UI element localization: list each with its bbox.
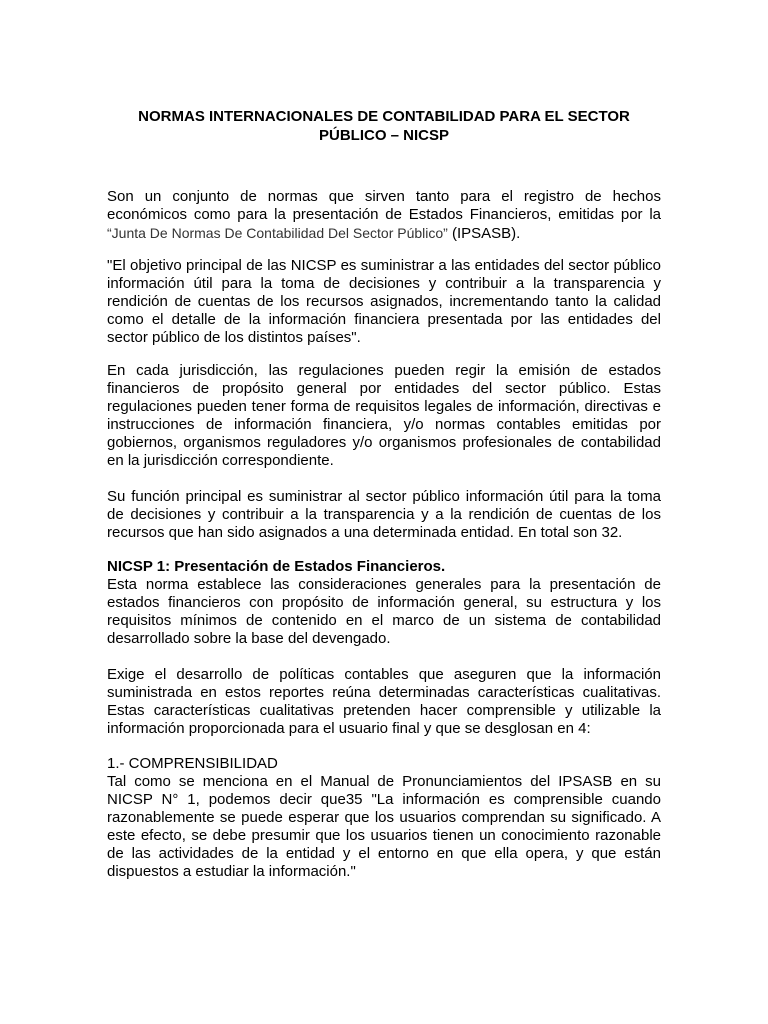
comprensibilidad-section [107,755,661,881]
objective-paragraph [107,257,661,347]
text-line: recursos que han sido asignados a una determinada entidad. En total son 32. [107,524,623,541]
text-line: económicos como para la presentación de Estados Financieros, emitidas por la [107,206,661,223]
text-line: en la jurisdicción correspondiente. [107,452,334,469]
text-line: requisitos mínimos de contenido en el marco de un sistema de contabilidad [107,612,661,629]
text-line: Exige el desarrollo de políticas contables que aseguren que la información [107,666,661,683]
intro-paragraph [107,188,661,243]
document-title [107,107,661,145]
text-line: estados financieros con propósito de información general, su estructura y los [107,594,661,611]
text-line: información útil para la toma de decisiones y contribuir a la transparencia y [107,275,661,292]
text-line: regulaciones pueden tener forma de requisitos legales de información, directivas e [107,398,661,415]
text-line: Estas características cualitativas pretenden hacer comprensible y utilizable la [107,702,661,719]
text-line: Son un conjunto de normas que sirven tanto para el registro de hechos [107,188,661,205]
text-line: rendición de cuentas de los recursos asignados, incrementando tanto la calidad [107,293,661,310]
text-line: NICSP N° 1, podemos decir que35 "La información es comprensible cuando [107,791,661,808]
text-line: instrucciones de información financiera, y/o normas contables emitidas por [107,416,661,433]
text-line: este efecto, se debe presumir que los usuarios tienen un conocimiento razonable [107,827,661,844]
text-line: gobiernos, organismos reguladores y/o organismos profesionales de contabilidad [107,434,661,451]
text-line: información proporcionada para el usuario final y que se desglosan en 4: [107,720,591,737]
policies-paragraph [107,666,661,738]
text-line: En cada jurisdicción, las regulaciones pueden regir la emisión de estados [107,362,661,379]
section-heading: NICSP 1: Presentación de Estados Financieros. [107,558,446,575]
text-line: sector público de los distintos países". [107,329,361,346]
text-line: desarrollado sobre la base del devengado. [107,630,391,647]
text-line: "El objetivo principal de las NICSP es suministrar a las entidades del sector público [107,257,661,274]
text-line: como el detalle de la información financiera presentada por las entidades del [107,311,661,328]
text-line: financieros de propósito general por entidades del sector público. Estas [107,380,661,397]
text-line: dispuestos a estudiar la información." [107,863,356,880]
text-line [107,224,661,243]
text-line: de decisiones y contribuir a la transparencia y a la rendición de cuentas de los [107,506,661,523]
text-line: Esta norma establece las consideraciones generales para la presentación de [107,576,661,593]
jurisdiction-paragraph [107,362,661,470]
junta-quote: “Junta De Normas De Contabilidad Del Sector Público” [107,225,448,241]
text-line: de las actividades de la entidad y el entorno en que ella opera, y que están [107,845,661,862]
text-line: suministrada en estos reportes reúna determinadas características cualitativas. [107,684,661,701]
ipsasb-abbrev: (IPSASB). [447,225,521,242]
section-heading: 1.- COMPRENSIBILIDAD [107,755,278,772]
nicsp1-section [107,558,661,648]
text-line: razonablemente se puede esperar que los usuarios comprendan su significado. A [107,809,661,826]
text-line: Su función principal es suministrar al sector público información útil para la toma [107,488,661,505]
title-line-1: NORMAS INTERNACIONALES DE CONTABILIDAD PARA EL SECTOR [138,108,630,125]
text-line: Tal como se menciona en el Manual de Pronunciamientos del IPSASB en su [107,773,661,790]
function-paragraph [107,488,661,542]
title-line-2: PÚBLICO – NICSP [318,127,450,144]
